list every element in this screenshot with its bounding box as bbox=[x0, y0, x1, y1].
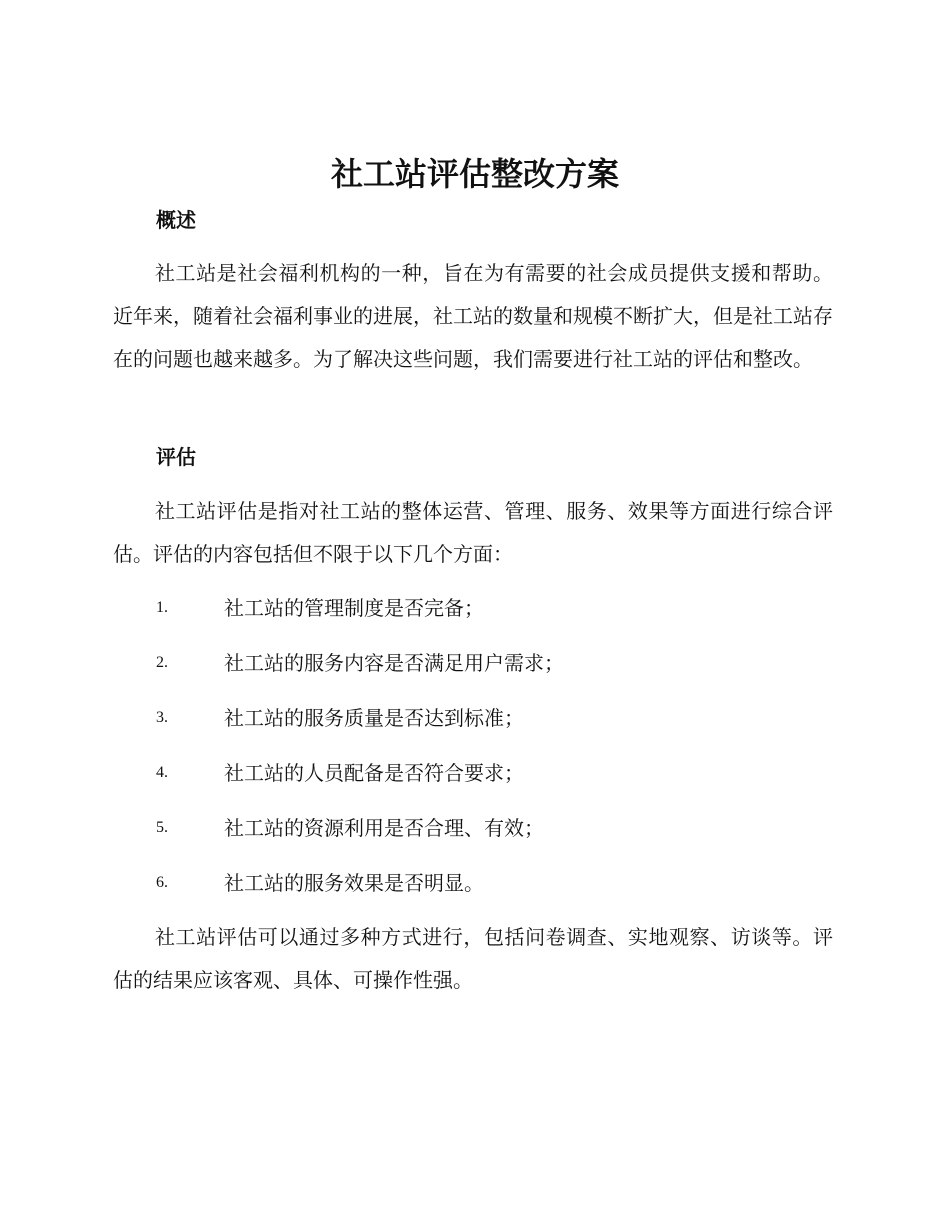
list-item-text: 社工站的资源利用是否合理、有效； bbox=[224, 816, 544, 840]
section-heading-assessment: 评估 bbox=[156, 445, 196, 469]
list-item-number: 1. bbox=[156, 599, 168, 616]
list-item-number: 2. bbox=[156, 654, 168, 671]
list-item bbox=[156, 758, 836, 788]
list-item-number: 4. bbox=[156, 764, 168, 781]
list-item bbox=[156, 703, 836, 733]
list-item bbox=[156, 868, 836, 898]
list-item-text: 社工站的服务效果是否明显。 bbox=[224, 871, 484, 895]
list-item bbox=[156, 593, 836, 623]
list-item-number: 5. bbox=[156, 819, 168, 836]
document-title: 社工站评估整改方案 bbox=[330, 155, 619, 193]
list-item-number: 6. bbox=[156, 874, 168, 891]
assessment-intro-paragraph: 社工站评估是指对社工站的整体运营、管理、服务、效果等方面进行综合评估。评估的内容包括但不限于以下几个方面： bbox=[113, 499, 833, 566]
list-item-text: 社工站的人员配备是否符合要求； bbox=[224, 761, 524, 785]
section-heading-overview: 概述 bbox=[156, 208, 196, 232]
list-item bbox=[156, 648, 836, 678]
list-item-text: 社工站的服务内容是否满足用户需求； bbox=[224, 651, 564, 675]
list-item-text: 社工站的管理制度是否完备； bbox=[224, 596, 484, 620]
list-item bbox=[156, 813, 836, 843]
list-item-number: 3. bbox=[156, 709, 168, 726]
overview-paragraph: 社工站是社会福利机构的一种，旨在为有需要的社会成员提供支援和帮助。近年来，随着社会福利事业的进展，社工站的数量和规模不断扩大，但是社工站存在的问题也越来越多。为了解决这些问题，我们需要进行社工站的评估和整改。 bbox=[113, 261, 833, 371]
list-item-text: 社工站的服务质量是否达到标准； bbox=[224, 706, 524, 730]
assessment-methods-paragraph: 社工站评估可以通过多种方式进行，包括问卷调查、实地观察、访谈等。评估的结果应该客观、具体、可操作性强。 bbox=[113, 925, 833, 992]
